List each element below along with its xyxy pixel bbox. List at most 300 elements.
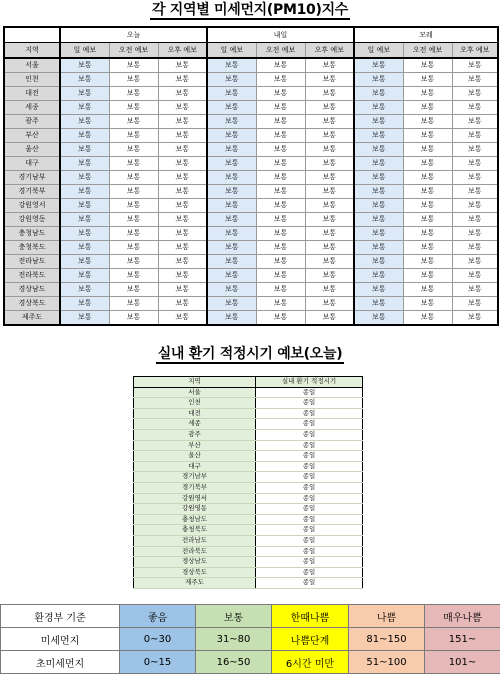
forecast-value-cell: 보통 bbox=[305, 143, 354, 157]
forecast-value-cell: 보통 bbox=[452, 58, 498, 73]
forecast-value-cell: 보통 bbox=[158, 58, 207, 73]
table-row bbox=[4, 87, 498, 101]
region-cell: 충청북도 bbox=[4, 241, 60, 255]
ventilation-time-cell: 종일 bbox=[256, 461, 363, 472]
forecast-value-cell: 보통 bbox=[109, 311, 158, 326]
ventilation-time-cell: 종일 bbox=[256, 408, 363, 419]
forecast-value-cell: 보통 bbox=[158, 283, 207, 297]
forecast-value-cell: 보통 bbox=[354, 311, 403, 326]
forecast-value-cell: 보통 bbox=[256, 241, 305, 255]
forecast-value-cell: 보통 bbox=[158, 157, 207, 171]
region-cell: 강원영동 bbox=[4, 213, 60, 227]
forecast-value-cell: 보통 bbox=[403, 213, 452, 227]
forecast-value-cell: 보통 bbox=[256, 213, 305, 227]
forecast-value-cell: 보통 bbox=[256, 185, 305, 199]
forecast-value-cell: 보통 bbox=[452, 185, 498, 199]
list-item bbox=[134, 387, 363, 398]
forecast-value-cell: 보통 bbox=[60, 73, 109, 87]
forecast-day-header-row bbox=[4, 27, 498, 43]
forecast-value-cell: 보통 bbox=[256, 297, 305, 311]
page-title-text: 각 지역별 미세먼지(PM10)지수 bbox=[151, 2, 349, 18]
table-row bbox=[4, 241, 498, 255]
forecast-value-cell: 보통 bbox=[305, 157, 354, 171]
pm10-good-range: 0~30 bbox=[120, 628, 196, 651]
table-row bbox=[4, 58, 498, 73]
forecast-value-cell: 보통 bbox=[256, 283, 305, 297]
forecast-value-cell: 보통 bbox=[109, 171, 158, 185]
table-row bbox=[4, 157, 498, 171]
day-header-tomorrow: 내일 bbox=[207, 27, 354, 43]
region-cell: 충청남도 bbox=[4, 227, 60, 241]
table-row bbox=[4, 171, 498, 185]
pm10-very-bad-range: 151~ bbox=[425, 628, 500, 651]
ventilation-region-cell: 경상북도 bbox=[134, 567, 256, 578]
forecast-value-cell: 보통 bbox=[452, 143, 498, 157]
list-item bbox=[134, 472, 363, 483]
table-row bbox=[4, 143, 498, 157]
sub-header-daily: 일 예보 bbox=[60, 43, 109, 59]
forecast-value-cell: 보통 bbox=[207, 73, 256, 87]
forecast-value-cell: 보통 bbox=[158, 171, 207, 185]
forecast-value-cell: 보통 bbox=[403, 255, 452, 269]
forecast-value-cell: 보통 bbox=[403, 185, 452, 199]
forecast-value-cell: 보통 bbox=[158, 269, 207, 283]
pm25-very-bad-range: 101~ bbox=[425, 651, 500, 674]
forecast-value-cell: 보통 bbox=[60, 58, 109, 73]
forecast-value-cell: 보통 bbox=[60, 241, 109, 255]
forecast-value-cell: 보통 bbox=[403, 87, 452, 101]
forecast-value-cell: 보통 bbox=[452, 73, 498, 87]
forecast-value-cell: 보통 bbox=[109, 199, 158, 213]
forecast-value-cell: 보통 bbox=[403, 73, 452, 87]
pm25-good-range: 0~15 bbox=[120, 651, 196, 674]
forecast-value-cell: 보통 bbox=[354, 115, 403, 129]
forecast-value-cell: 보통 bbox=[158, 311, 207, 326]
ventilation-region-cell: 서울 bbox=[134, 387, 256, 398]
forecast-value-cell: 보통 bbox=[60, 283, 109, 297]
forecast-value-cell: 보통 bbox=[354, 157, 403, 171]
forecast-value-cell: 보통 bbox=[256, 157, 305, 171]
region-header: 지역 bbox=[4, 43, 60, 59]
ventilation-table-body bbox=[134, 377, 363, 589]
forecast-value-cell: 보통 bbox=[207, 311, 256, 326]
forecast-value-cell: 보통 bbox=[354, 87, 403, 101]
ventilation-region-cell: 울산 bbox=[134, 451, 256, 462]
forecast-value-cell: 보통 bbox=[207, 129, 256, 143]
forecast-value-cell: 보통 bbox=[109, 297, 158, 311]
forecast-value-cell: 보통 bbox=[109, 269, 158, 283]
forecast-value-cell: 보통 bbox=[256, 58, 305, 73]
forecast-value-cell: 보통 bbox=[305, 129, 354, 143]
forecast-value-cell: 보통 bbox=[158, 115, 207, 129]
forecast-value-cell: 보통 bbox=[60, 311, 109, 326]
level-bad: 나쁨 bbox=[349, 605, 425, 628]
forecast-value-cell: 보통 bbox=[60, 255, 109, 269]
forecast-value-cell: 보통 bbox=[403, 157, 452, 171]
forecast-value-cell: 보통 bbox=[109, 227, 158, 241]
forecast-value-cell: 보통 bbox=[256, 143, 305, 157]
forecast-value-cell: 보통 bbox=[452, 87, 498, 101]
region-cell: 부산 bbox=[4, 129, 60, 143]
forecast-value-cell: 보통 bbox=[305, 199, 354, 213]
forecast-value-cell: 보통 bbox=[207, 87, 256, 101]
standards-table bbox=[0, 604, 500, 674]
forecast-value-cell: 보통 bbox=[109, 157, 158, 171]
forecast-value-cell: 보통 bbox=[158, 73, 207, 87]
forecast-value-cell: 보통 bbox=[403, 199, 452, 213]
forecast-value-cell: 보통 bbox=[60, 297, 109, 311]
ventilation-time-header: 실내 환기 적정시기 bbox=[256, 377, 363, 388]
forecast-value-cell: 보통 bbox=[256, 171, 305, 185]
sub-header-daily: 일 예보 bbox=[354, 43, 403, 59]
forecast-value-cell: 보통 bbox=[305, 73, 354, 87]
forecast-value-cell: 보통 bbox=[60, 171, 109, 185]
region-cell: 제주도 bbox=[4, 311, 60, 326]
forecast-value-cell: 보통 bbox=[60, 115, 109, 129]
forecast-value-cell: 보통 bbox=[256, 129, 305, 143]
forecast-value-cell: 보통 bbox=[109, 115, 158, 129]
list-item bbox=[134, 567, 363, 578]
table-row bbox=[4, 311, 498, 326]
forecast-value-cell: 보통 bbox=[452, 115, 498, 129]
forecast-value-cell: 보통 bbox=[452, 283, 498, 297]
forecast-value-cell: 보통 bbox=[403, 58, 452, 73]
forecast-corner-cell bbox=[4, 27, 60, 43]
forecast-value-cell: 보통 bbox=[354, 255, 403, 269]
forecast-value-cell: 보통 bbox=[403, 171, 452, 185]
region-cell: 인천 bbox=[4, 73, 60, 87]
sub-header-morning: 오전 예보 bbox=[109, 43, 158, 59]
forecast-value-cell: 보통 bbox=[305, 213, 354, 227]
level-once-bad: 한때나쁨 bbox=[272, 605, 349, 628]
forecast-value-cell: 보통 bbox=[256, 199, 305, 213]
forecast-value-cell: 보통 bbox=[305, 311, 354, 326]
forecast-value-cell: 보통 bbox=[207, 269, 256, 283]
once-bad-line2: 6시간 미만 bbox=[272, 651, 349, 674]
forecast-value-cell: 보통 bbox=[109, 101, 158, 115]
ventilation-region-cell: 경기북부 bbox=[134, 482, 256, 493]
ventilation-region-cell: 강원영서 bbox=[134, 493, 256, 504]
forecast-value-cell: 보통 bbox=[354, 283, 403, 297]
pm25-normal-range: 16~50 bbox=[196, 651, 272, 674]
forecast-value-cell: 보통 bbox=[207, 157, 256, 171]
table-row bbox=[4, 199, 498, 213]
ventilation-region-cell: 전라남도 bbox=[134, 535, 256, 546]
forecast-value-cell: 보통 bbox=[109, 255, 158, 269]
sub-header-morning: 오전 예보 bbox=[403, 43, 452, 59]
forecast-value-cell: 보통 bbox=[452, 171, 498, 185]
ventilation-region-cell: 인천 bbox=[134, 398, 256, 409]
forecast-value-cell: 보통 bbox=[354, 73, 403, 87]
forecast-value-cell: 보통 bbox=[60, 185, 109, 199]
forecast-value-cell: 보통 bbox=[256, 115, 305, 129]
list-item bbox=[134, 451, 363, 462]
region-cell: 세종 bbox=[4, 101, 60, 115]
forecast-value-cell: 보통 bbox=[354, 143, 403, 157]
forecast-value-cell: 보통 bbox=[452, 311, 498, 326]
once-bad-line1: 나쁨단계 bbox=[272, 628, 349, 651]
ventilation-time-cell: 종일 bbox=[256, 451, 363, 462]
ventilation-time-cell: 종일 bbox=[256, 514, 363, 525]
table-row bbox=[4, 185, 498, 199]
forecast-value-cell: 보통 bbox=[158, 129, 207, 143]
sub-header-afternoon: 오후 예보 bbox=[158, 43, 207, 59]
ventilation-region-cell: 전라북도 bbox=[134, 546, 256, 557]
forecast-value-cell: 보통 bbox=[354, 227, 403, 241]
forecast-value-cell: 보통 bbox=[158, 199, 207, 213]
forecast-value-cell: 보통 bbox=[207, 241, 256, 255]
standards-row-pm25 bbox=[1, 651, 500, 674]
table-row bbox=[4, 255, 498, 269]
table-row bbox=[4, 129, 498, 143]
forecast-value-cell: 보통 bbox=[109, 241, 158, 255]
level-good: 좋음 bbox=[120, 605, 196, 628]
forecast-value-cell: 보통 bbox=[452, 199, 498, 213]
ventilation-time-cell: 종일 bbox=[256, 419, 363, 430]
forecast-value-cell: 보통 bbox=[354, 58, 403, 73]
ventilation-time-cell: 종일 bbox=[256, 567, 363, 578]
forecast-value-cell: 보통 bbox=[305, 115, 354, 129]
forecast-value-cell: 보통 bbox=[452, 213, 498, 227]
forecast-sub-header-row bbox=[4, 43, 498, 59]
forecast-value-cell: 보통 bbox=[207, 283, 256, 297]
forecast-value-cell: 보통 bbox=[403, 101, 452, 115]
ventilation-region-cell: 강원영동 bbox=[134, 504, 256, 515]
ventilation-region-cell: 충청북도 bbox=[134, 525, 256, 536]
list-item bbox=[134, 419, 363, 430]
table-row bbox=[4, 283, 498, 297]
region-cell: 강원영서 bbox=[4, 199, 60, 213]
forecast-value-cell: 보통 bbox=[158, 143, 207, 157]
forecast-value-cell: 보통 bbox=[403, 115, 452, 129]
forecast-value-cell: 보통 bbox=[158, 101, 207, 115]
forecast-value-cell: 보통 bbox=[452, 297, 498, 311]
region-cell: 전라북도 bbox=[4, 269, 60, 283]
level-very-bad: 매우나쁨 bbox=[425, 605, 500, 628]
forecast-value-cell: 보통 bbox=[207, 171, 256, 185]
sub-header-afternoon: 오후 예보 bbox=[305, 43, 354, 59]
list-item bbox=[134, 482, 363, 493]
ventilation-time-cell: 종일 bbox=[256, 504, 363, 515]
table-row bbox=[4, 227, 498, 241]
table-row bbox=[4, 101, 498, 115]
ventilation-region-cell: 세종 bbox=[134, 419, 256, 430]
list-item bbox=[134, 546, 363, 557]
forecast-value-cell: 보통 bbox=[305, 269, 354, 283]
forecast-value-cell: 보통 bbox=[354, 241, 403, 255]
forecast-value-cell: 보통 bbox=[158, 255, 207, 269]
ventilation-time-cell: 종일 bbox=[256, 493, 363, 504]
forecast-value-cell: 보통 bbox=[207, 101, 256, 115]
forecast-value-cell: 보통 bbox=[158, 227, 207, 241]
table-row bbox=[4, 213, 498, 227]
forecast-value-cell: 보통 bbox=[305, 297, 354, 311]
forecast-value-cell: 보통 bbox=[256, 269, 305, 283]
forecast-value-cell: 보통 bbox=[256, 311, 305, 326]
region-cell: 광주 bbox=[4, 115, 60, 129]
region-cell: 서울 bbox=[4, 58, 60, 73]
forecast-value-cell: 보통 bbox=[452, 101, 498, 115]
list-item bbox=[134, 408, 363, 419]
forecast-value-cell: 보통 bbox=[207, 115, 256, 129]
forecast-value-cell: 보통 bbox=[305, 227, 354, 241]
forecast-value-cell: 보통 bbox=[207, 227, 256, 241]
region-cell: 울산 bbox=[4, 143, 60, 157]
ventilation-region-cell: 경상남도 bbox=[134, 557, 256, 568]
forecast-value-cell: 보통 bbox=[207, 213, 256, 227]
forecast-value-cell: 보통 bbox=[109, 129, 158, 143]
forecast-table bbox=[3, 26, 499, 326]
forecast-value-cell: 보통 bbox=[207, 58, 256, 73]
forecast-value-cell: 보통 bbox=[305, 241, 354, 255]
ventilation-time-cell: 종일 bbox=[256, 557, 363, 568]
ventilation-time-cell: 종일 bbox=[256, 440, 363, 451]
forecast-value-cell: 보통 bbox=[60, 87, 109, 101]
table-row bbox=[4, 297, 498, 311]
forecast-value-cell: 보통 bbox=[403, 283, 452, 297]
region-cell: 대전 bbox=[4, 87, 60, 101]
forecast-value-cell: 보통 bbox=[354, 171, 403, 185]
forecast-value-cell: 보통 bbox=[354, 129, 403, 143]
ventilation-region-header: 지역 bbox=[134, 377, 256, 388]
forecast-value-cell: 보통 bbox=[109, 87, 158, 101]
region-cell: 경기남부 bbox=[4, 171, 60, 185]
forecast-value-cell: 보통 bbox=[305, 185, 354, 199]
standards-row-label: 미세먼지 bbox=[1, 628, 120, 651]
forecast-value-cell: 보통 bbox=[403, 129, 452, 143]
ventilation-title-text: 실내 환기 적정시기 예보(오늘) bbox=[157, 346, 343, 362]
ventilation-region-cell: 광주 bbox=[134, 429, 256, 440]
list-item bbox=[134, 535, 363, 546]
list-item bbox=[134, 504, 363, 515]
forecast-value-cell: 보통 bbox=[403, 297, 452, 311]
forecast-value-cell: 보통 bbox=[305, 101, 354, 115]
list-item bbox=[134, 525, 363, 536]
forecast-value-cell: 보통 bbox=[305, 87, 354, 101]
ventilation-time-cell: 종일 bbox=[256, 429, 363, 440]
table-row bbox=[4, 73, 498, 87]
forecast-value-cell: 보통 bbox=[256, 255, 305, 269]
pm25-bad-range: 51~100 bbox=[349, 651, 425, 674]
forecast-value-cell: 보통 bbox=[305, 283, 354, 297]
region-cell: 경상남도 bbox=[4, 283, 60, 297]
forecast-value-cell: 보통 bbox=[158, 297, 207, 311]
forecast-value-cell: 보통 bbox=[452, 255, 498, 269]
forecast-value-cell: 보통 bbox=[158, 185, 207, 199]
forecast-value-cell: 보통 bbox=[452, 241, 498, 255]
forecast-value-cell: 보통 bbox=[207, 199, 256, 213]
forecast-value-cell: 보통 bbox=[354, 199, 403, 213]
ventilation-time-cell: 종일 bbox=[256, 387, 363, 398]
table-row bbox=[4, 269, 498, 283]
forecast-value-cell: 보통 bbox=[403, 227, 452, 241]
forecast-value-cell: 보통 bbox=[109, 58, 158, 73]
forecast-value-cell: 보통 bbox=[109, 143, 158, 157]
forecast-value-cell: 보통 bbox=[403, 143, 452, 157]
standards-row-pm10 bbox=[1, 628, 500, 651]
pm10-normal-range: 31~80 bbox=[196, 628, 272, 651]
forecast-value-cell: 보통 bbox=[403, 311, 452, 326]
page-title bbox=[0, 2, 500, 20]
ventilation-time-cell: 종일 bbox=[256, 525, 363, 536]
standards-header-label: 환경부 기준 bbox=[1, 605, 120, 628]
ventilation-region-cell: 경기남부 bbox=[134, 472, 256, 483]
forecast-value-cell: 보통 bbox=[60, 101, 109, 115]
forecast-value-cell: 보통 bbox=[207, 255, 256, 269]
list-item bbox=[134, 493, 363, 504]
ventilation-table bbox=[133, 376, 363, 589]
forecast-value-cell: 보통 bbox=[452, 227, 498, 241]
table-row bbox=[4, 115, 498, 129]
day-header-day-after: 모레 bbox=[354, 27, 498, 43]
forecast-value-cell: 보통 bbox=[452, 269, 498, 283]
forecast-value-cell: 보통 bbox=[158, 241, 207, 255]
ventilation-region-cell: 충청남도 bbox=[134, 514, 256, 525]
forecast-value-cell: 보통 bbox=[207, 185, 256, 199]
forecast-value-cell: 보통 bbox=[60, 199, 109, 213]
region-cell: 경기북부 bbox=[4, 185, 60, 199]
ventilation-title bbox=[0, 346, 500, 364]
list-item bbox=[134, 461, 363, 472]
ventilation-region-cell: 대전 bbox=[134, 408, 256, 419]
forecast-value-cell: 보통 bbox=[403, 269, 452, 283]
forecast-value-cell: 보통 bbox=[305, 255, 354, 269]
forecast-value-cell: 보통 bbox=[256, 73, 305, 87]
level-normal: 보통 bbox=[196, 605, 272, 628]
forecast-value-cell: 보통 bbox=[305, 58, 354, 73]
forecast-value-cell: 보통 bbox=[60, 227, 109, 241]
forecast-value-cell: 보통 bbox=[60, 269, 109, 283]
forecast-value-cell: 보통 bbox=[452, 129, 498, 143]
list-item bbox=[134, 429, 363, 440]
forecast-value-cell: 보통 bbox=[60, 143, 109, 157]
forecast-value-cell: 보통 bbox=[109, 185, 158, 199]
forecast-value-cell: 보통 bbox=[452, 157, 498, 171]
standards-header-row bbox=[1, 605, 500, 628]
forecast-value-cell: 보통 bbox=[403, 241, 452, 255]
ventilation-time-cell: 종일 bbox=[256, 546, 363, 557]
forecast-value-cell: 보통 bbox=[60, 213, 109, 227]
forecast-value-cell: 보통 bbox=[354, 213, 403, 227]
list-item bbox=[134, 514, 363, 525]
list-item bbox=[134, 440, 363, 451]
forecast-value-cell: 보통 bbox=[109, 73, 158, 87]
ventilation-region-cell: 제주도 bbox=[134, 578, 256, 589]
forecast-value-cell: 보통 bbox=[256, 87, 305, 101]
ventilation-time-cell: 종일 bbox=[256, 578, 363, 589]
forecast-value-cell: 보통 bbox=[109, 213, 158, 227]
list-item bbox=[134, 578, 363, 589]
forecast-value-cell: 보통 bbox=[354, 101, 403, 115]
ventilation-time-cell: 종일 bbox=[256, 535, 363, 546]
forecast-value-cell: 보통 bbox=[60, 157, 109, 171]
forecast-value-cell: 보통 bbox=[207, 143, 256, 157]
standards-row-label: 초미세먼지 bbox=[1, 651, 120, 674]
ventilation-time-cell: 종일 bbox=[256, 472, 363, 483]
forecast-value-cell: 보통 bbox=[158, 213, 207, 227]
ventilation-time-cell: 종일 bbox=[256, 398, 363, 409]
forecast-value-cell: 보통 bbox=[354, 297, 403, 311]
forecast-value-cell: 보통 bbox=[109, 283, 158, 297]
region-cell: 대구 bbox=[4, 157, 60, 171]
forecast-value-cell: 보통 bbox=[354, 185, 403, 199]
list-item bbox=[134, 557, 363, 568]
forecast-value-cell: 보통 bbox=[207, 297, 256, 311]
forecast-value-cell: 보통 bbox=[60, 129, 109, 143]
sub-header-morning: 오전 예보 bbox=[256, 43, 305, 59]
day-header-today: 오늘 bbox=[60, 27, 207, 43]
forecast-value-cell: 보통 bbox=[354, 269, 403, 283]
